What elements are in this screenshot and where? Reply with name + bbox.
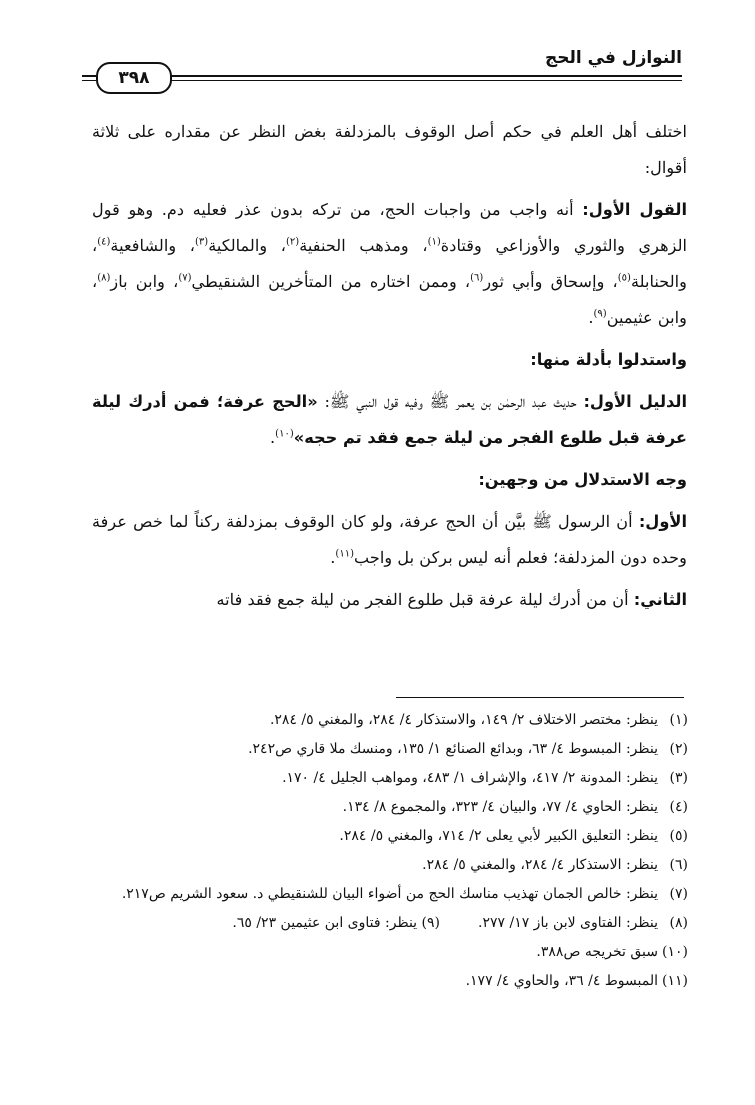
evidence-heading <box>92 342 687 378</box>
hadith-quote: «الحج عرفة؛ فمن أدرك ليلة عرفة قبل طلوع الفجر من ليلة جمع فقد تم حجه» <box>92 392 687 447</box>
text-run: ، وابن باز <box>110 272 179 291</box>
footnote-text: ينظر: الحاوي ٤/ ٧٧، والبيان ٤/ ٣٢٣، والمجموع ٨/ ١٣٤. <box>342 799 658 815</box>
footnote-inline <box>232 909 440 938</box>
footnote-ref: (٣) <box>195 236 209 248</box>
second-point-paragraph <box>92 582 687 618</box>
text-run: ، وممن اختاره من المتأخرين الشنقيطي <box>191 272 471 291</box>
footnote-number: (١٠) <box>662 944 688 960</box>
footnote-ref: (٦) <box>470 272 484 284</box>
footnote-number: (٤) <box>669 799 688 815</box>
footnote-number: (٦) <box>669 857 688 873</box>
footnote-number: (٧) <box>669 886 688 902</box>
text-run: . <box>270 428 276 447</box>
text-run: حديث عبد الرحمٰن بن يعمر ﷺ وفيه قول النبي ﷺ: <box>317 392 584 411</box>
first-point-paragraph <box>92 504 687 576</box>
footnote <box>88 764 688 793</box>
footnote-text: ينظر: المدونة ٢/ ٤١٧، والإشراف ١/ ٤٨٣، ومواهب الجليل ٤/ ١٧٠. <box>282 770 658 786</box>
footnote-number: (٣) <box>669 770 688 786</box>
footnote-number: (٨) <box>669 915 688 931</box>
footnote-text: ينظر: التعليق الكبير لأبي يعلى ٢/ ٧١٤، والمغني ٥/ ٢٨٤. <box>339 828 658 844</box>
page-header <box>82 48 682 98</box>
first-point-label: الأول: <box>638 512 687 531</box>
text-run: . <box>330 548 336 567</box>
footnote-text: ينظر: المبسوط ٤/ ٦٣، وبدائع الصنائع ١/ ١٣٥، ومنسك ملا قاري ص٢٤٢. <box>248 741 658 757</box>
evidence-heading-text: واستدلوا بأدلة منها: <box>530 350 687 369</box>
text-run: ، وابن عثيمين <box>92 272 687 327</box>
header-rule-thin <box>168 80 682 81</box>
footnote <box>88 706 688 735</box>
footnote-ref: (٢) <box>286 236 300 248</box>
footnote-ref: (١٠) <box>275 428 294 440</box>
footnote-ref: (٨) <box>97 272 111 284</box>
first-opinion-label: القول الأول: <box>582 200 687 219</box>
footnote-number: (٢) <box>669 741 688 757</box>
second-point-label: الثاني: <box>633 590 687 609</box>
main-text <box>92 114 687 624</box>
text-run: ، والمالكية <box>208 236 287 255</box>
text-run: ، والشافعية <box>110 236 195 255</box>
footnote-number: (١١) <box>662 973 688 989</box>
footnote-separator <box>396 697 684 698</box>
footnote-text: ينظر: خالص الجمان تهذيب مناسك الحج من أضواء البيان للشنقيطي د. سعود الشريم ص٢١٧. <box>121 886 658 902</box>
text-run: أنه واجب من واجبات الحج، من تركه بدون عذر فعليه دم. وهو قول الزهري والثوري والأوزاعي وقتادة <box>92 200 688 255</box>
footnote-text: ينظر: فتاوى ابن عثيمين ٢٣/ ٦٥. <box>232 915 418 931</box>
footnote-text: ينظر: الفتاوى لابن باز ١٧/ ٢٧٧. <box>478 915 658 931</box>
page-number: ٣٩٨ <box>96 62 172 94</box>
footnote <box>88 938 688 967</box>
first-evidence-label: الدليل الأول: <box>583 392 688 411</box>
footnotes <box>88 706 688 996</box>
footnote-text: ينظر: الاستذكار ٤/ ٢٨٤، والمغني ٥/ ٢٨٤. <box>422 857 658 873</box>
footnote-number: (٩) <box>421 915 440 931</box>
footnote-ref: (٧) <box>178 272 192 284</box>
text-run: أن الرسول ﷺ بيَّن أن الحج عرفة، ولو كان الوقوف بمزدلفة ركناً لما خص عرفة وحده دون المزدلفة؛ فعلم أنه ليس بركن بل واجب <box>92 512 687 567</box>
footnote-ref: (٩) <box>593 308 607 320</box>
wajh-heading <box>92 462 687 498</box>
footnote <box>88 880 688 909</box>
footnote-ref: (١١) <box>335 548 354 560</box>
first-evidence-paragraph <box>92 384 687 456</box>
footnote-number: (١) <box>669 712 688 728</box>
footnote-number: (٥) <box>669 828 688 844</box>
running-title: النوازل في الحج <box>544 48 682 68</box>
footnote-ref: (١) <box>427 236 441 248</box>
header-rule <box>168 75 682 77</box>
text-run: . <box>588 308 594 327</box>
footnote <box>88 793 688 822</box>
intro-text: اختلف أهل العلم في حكم أصل الوقوف بالمزدلفة بغض النظر عن مقداره على ثلاثة أقوال: <box>92 122 687 177</box>
footnote <box>88 822 688 851</box>
footnote <box>88 967 688 996</box>
text-run: ، ومذهب الحنفية <box>299 236 428 255</box>
footnote-pair <box>88 909 688 938</box>
header-rule-left-thin <box>82 80 96 81</box>
footnote <box>88 851 688 880</box>
footnote <box>88 735 688 764</box>
first-opinion-paragraph <box>92 192 687 336</box>
footnote-text: ينظر: مختصر الاختلاف ٢/ ١٤٩، والاستذكار ٤/ ٢٨٤، والمغني ٥/ ٢٨٤. <box>269 712 658 728</box>
wajh-heading-text: وجه الاستدلال من وجهين: <box>478 470 687 489</box>
intro-paragraph <box>92 114 687 186</box>
header-rule-left <box>82 75 96 77</box>
footnote-ref: (٤) <box>97 236 111 248</box>
footnote-ref: (٥) <box>617 272 631 284</box>
text-run: ، وإسحاق وأبي ثور <box>483 272 618 291</box>
footnote-text: سبق تخريجه ص٣٨٨. <box>536 944 658 960</box>
text-run: أن من أدرك ليلة عرفة قبل طلوع الفجر من ليلة جمع فقد فاته <box>216 590 634 609</box>
text-run: ، والحنابلة <box>92 236 687 291</box>
footnote-text: المبسوط ٤/ ٣٦، والحاوي ٤/ ١٧٧. <box>465 973 658 989</box>
